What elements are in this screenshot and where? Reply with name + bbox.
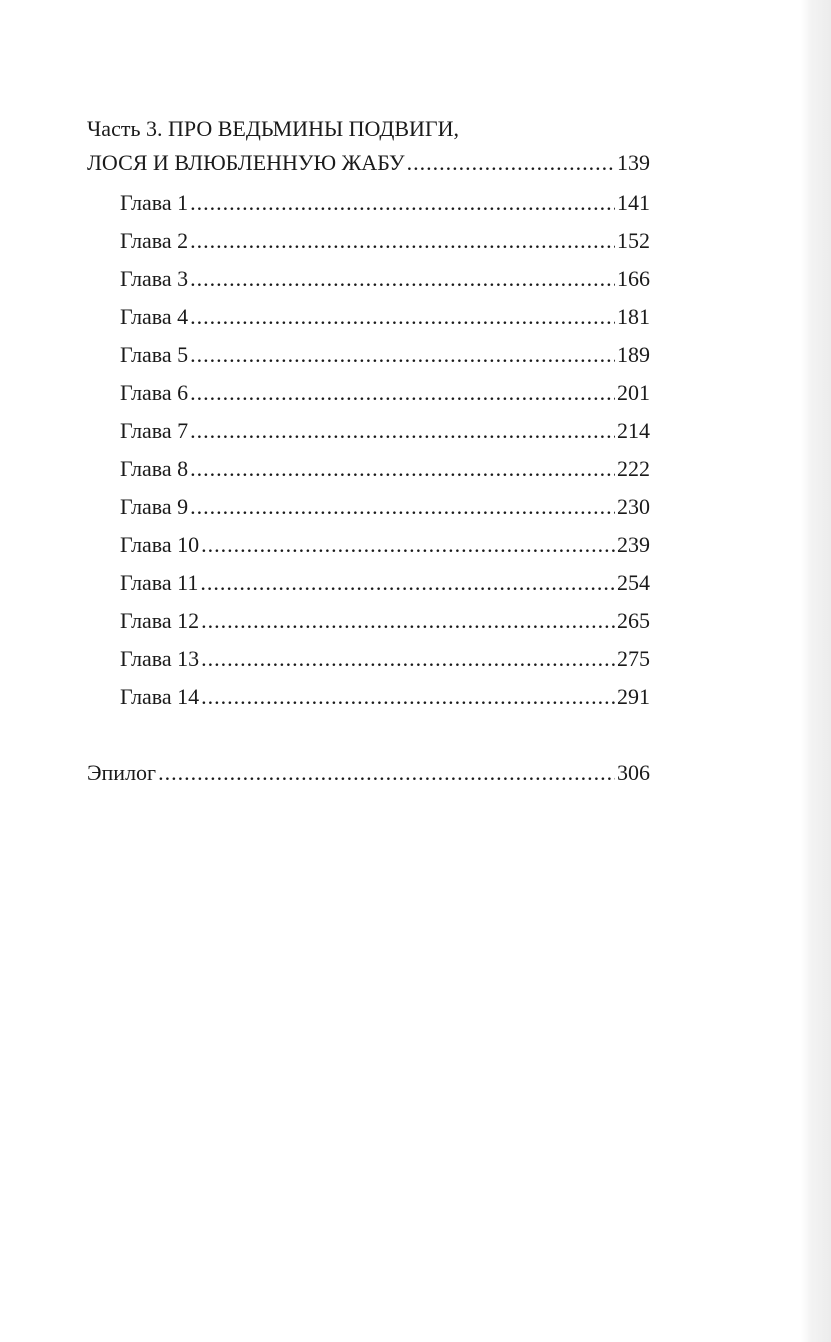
chapter-label: Глава 11 bbox=[120, 570, 199, 595]
page-edge-shadow bbox=[801, 0, 831, 1342]
toc-entry-chapter[interactable] bbox=[87, 336, 650, 374]
page-number: 139 bbox=[617, 150, 650, 175]
page-number: 254 bbox=[617, 570, 650, 595]
table-of-contents bbox=[87, 112, 650, 792]
toc-entry-chapter[interactable] bbox=[87, 298, 650, 336]
page-number: 230 bbox=[617, 494, 650, 519]
page-number: 181 bbox=[617, 304, 650, 329]
toc-entry-chapter[interactable] bbox=[87, 222, 650, 260]
chapter-label: Глава 3 bbox=[120, 266, 189, 291]
dot-leader bbox=[190, 374, 615, 412]
toc-entry-chapter[interactable] bbox=[87, 260, 650, 298]
chapter-label: Глава 9 bbox=[120, 494, 189, 519]
toc-entry-chapter[interactable] bbox=[87, 564, 650, 602]
dot-leader bbox=[201, 602, 615, 640]
chapter-label: Глава 8 bbox=[120, 456, 189, 481]
dot-leader bbox=[190, 184, 615, 222]
page-number: 291 bbox=[617, 684, 650, 709]
dot-leader bbox=[190, 336, 615, 374]
page-number: 152 bbox=[617, 228, 650, 253]
chapter-label: Глава 10 bbox=[120, 532, 200, 557]
page-number: 239 bbox=[617, 532, 650, 557]
toc-entry-part-3[interactable] bbox=[87, 146, 650, 180]
toc-entry-epilogue[interactable] bbox=[87, 754, 650, 792]
dot-leader bbox=[200, 564, 615, 602]
page-number: 222 bbox=[617, 456, 650, 481]
dot-leader bbox=[158, 754, 615, 792]
dot-leader bbox=[190, 222, 615, 260]
dot-leader bbox=[201, 678, 615, 716]
toc-entry-chapter[interactable] bbox=[87, 640, 650, 678]
toc-entry-chapter[interactable] bbox=[87, 678, 650, 716]
page-number: 306 bbox=[617, 760, 650, 785]
page-number: 214 bbox=[617, 418, 650, 443]
toc-entry-chapter[interactable] bbox=[87, 488, 650, 526]
page-number: 141 bbox=[617, 190, 650, 215]
dot-leader bbox=[190, 260, 615, 298]
page-number: 189 bbox=[617, 342, 650, 367]
dot-leader bbox=[201, 526, 615, 564]
toc-entry-chapter[interactable] bbox=[87, 412, 650, 450]
chapter-label: Глава 13 bbox=[120, 646, 200, 671]
dot-leader bbox=[201, 640, 615, 678]
dot-leader bbox=[190, 450, 615, 488]
dot-leader bbox=[190, 298, 615, 336]
epilogue-label: Эпилог bbox=[87, 760, 157, 785]
toc-entry-chapter[interactable] bbox=[87, 374, 650, 412]
chapter-label: Глава 6 bbox=[120, 380, 189, 405]
page-number: 201 bbox=[617, 380, 650, 405]
toc-entry-chapter[interactable] bbox=[87, 450, 650, 488]
dot-leader bbox=[190, 412, 615, 450]
page-number: 275 bbox=[617, 646, 650, 671]
part-title-line2: ЛОСЯ И ВЛЮБЛЕННУЮ ЖАБУ bbox=[87, 150, 405, 175]
chapter-label: Глава 2 bbox=[120, 228, 189, 253]
page-number: 166 bbox=[617, 266, 650, 291]
chapter-label: Глава 7 bbox=[120, 418, 189, 443]
chapter-label: Глава 1 bbox=[120, 190, 189, 215]
chapter-label: Глава 5 bbox=[120, 342, 189, 367]
toc-entry-chapter[interactable] bbox=[87, 602, 650, 640]
section-spacer bbox=[87, 716, 650, 754]
toc-entry-chapter[interactable] bbox=[87, 184, 650, 222]
chapter-label: Глава 12 bbox=[120, 608, 200, 633]
part-title-line1: Часть 3. ПРО ВЕДЬМИНЫ ПОДВИГИ, bbox=[87, 116, 460, 141]
dot-leader bbox=[190, 488, 615, 526]
toc-entry-chapter[interactable] bbox=[87, 526, 650, 564]
chapter-label: Глава 14 bbox=[120, 684, 200, 709]
chapter-label: Глава 4 bbox=[120, 304, 189, 329]
dot-leader bbox=[407, 146, 615, 180]
page-number: 265 bbox=[617, 608, 650, 633]
